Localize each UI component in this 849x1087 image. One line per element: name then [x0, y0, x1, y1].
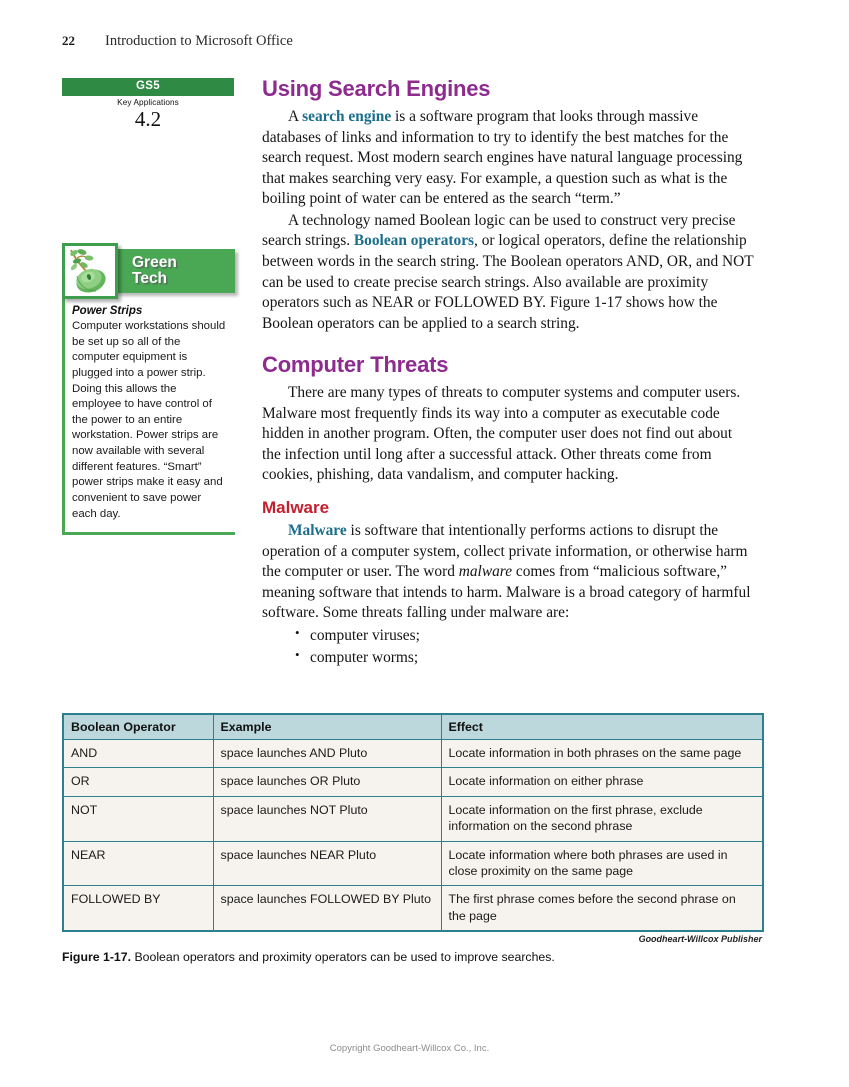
- table-header-row: [63, 714, 763, 740]
- para2-rest: , or logical operators, define the relationship between words in the search string. The Boolean operators AND, OR, and NOT can be used to create precise search strings. Also available are proximity operators such as NEAR or FOLLOWED BY. Figure 1-17 shows how the Boolean operators can be applied to a search string.: [262, 232, 754, 332]
- feature-banner-line1: Green: [132, 254, 177, 272]
- standards-badge: [62, 78, 234, 130]
- para1-lead: A: [288, 108, 303, 125]
- cell-operator: NEAR: [63, 841, 213, 886]
- paragraph-computer-threats: There are many types of threats to computer systems and computer users. Malware most frequently finds its way into a computer as executable code hidden in another program. Often, the computer user does not find out about the infection until long after a successful attack. Other threats come from cookies, phishing, data vandalism, and computer hacking.: [262, 384, 741, 484]
- cell-effect: Locate information on either phrase: [441, 768, 763, 796]
- para1-rest: is a software program that looks through massive databases of links and information to try to identify the best matches for the search request. Most modern search engines have natural language processing that makes searching very easy. For example, a question such as what is the boiling point of water can be entered as the search “term.”: [262, 108, 743, 208]
- feature-banner: [114, 249, 235, 293]
- malware-bullet-list: [262, 625, 754, 670]
- paragraph-malware: [262, 521, 754, 624]
- cell-example: space launches OR Pluto: [213, 768, 441, 796]
- standards-subtitle: Key Applications: [117, 98, 179, 108]
- paragraph-boolean: [262, 211, 754, 334]
- list-item: • computer worms;: [310, 647, 754, 669]
- column-header-effect: Effect: [441, 714, 763, 740]
- main-content: [262, 76, 754, 669]
- page-title: Using Search Engines: [262, 76, 491, 101]
- malware-part2: comes from “malicious software,” meaning software that intends to harm. Malware is a broad category of harmful software. Some threats falling under malware are:: [262, 563, 751, 622]
- column-header-operator: Boolean Operator: [63, 714, 213, 740]
- boolean-operators-table: [62, 713, 764, 932]
- green-mouse-plant-icon: [62, 243, 118, 299]
- cell-effect: Locate information where both phrases are used in close proximity on the same page: [441, 841, 763, 886]
- para2-lead: A technology named Boolean logic can be used to construct very precise search strings.: [262, 211, 736, 250]
- cell-example: space launches AND Pluto: [213, 740, 441, 768]
- green-tech-feature-box: [62, 243, 235, 535]
- table-row: [63, 886, 763, 931]
- figure-caption-text: Boolean operators and proximity operators can be used to improve searches.: [131, 950, 555, 964]
- running-head: [62, 33, 293, 50]
- cell-example: space launches NEAR Pluto: [213, 841, 441, 886]
- page-number: 22: [62, 33, 75, 48]
- cell-operator: AND: [63, 740, 213, 768]
- feature-header: [62, 243, 235, 301]
- figure-1-17: [62, 713, 762, 932]
- table-row: [63, 796, 763, 841]
- key-term-boolean-operators: Boolean operators: [353, 232, 475, 250]
- figure-caption: [62, 950, 762, 964]
- table-row: [63, 740, 763, 768]
- column-header-example: Example: [213, 714, 441, 740]
- cell-effect: Locate information on the first phrase, exclude information on the second phrase: [441, 796, 763, 841]
- cell-example: space launches NOT Pluto: [213, 796, 441, 841]
- copyright-notice: Copyright Goodheart-Willcox Co., Inc.: [329, 1043, 490, 1054]
- standards-code: GS5: [62, 78, 234, 96]
- standards-number: 4.2: [134, 107, 162, 132]
- table-row: [63, 768, 763, 796]
- figure-caption-label: Figure 1-17.: [62, 950, 132, 964]
- section-heading-malware: Malware: [262, 498, 330, 517]
- cell-operator: NOT: [63, 796, 213, 841]
- feature-subtitle: Power Strips: [72, 305, 143, 317]
- feature-text: Computer workstations should be set up so all of the computer equipment is plugged into a power strip. Doing this allows the employee to have control of the power to an entire workstation. Power strips are now available with several different features. “Smart” power strips make it easy and convenient to save power each day.: [72, 320, 226, 520]
- table-row: [63, 841, 763, 886]
- key-term-malware: Malware: [288, 522, 347, 539]
- cell-example: space launches FOLLOWED BY Pluto: [213, 886, 441, 931]
- feature-body: [62, 299, 235, 535]
- list-item: • computer viruses;: [310, 625, 754, 647]
- section-heading-computer-threats: Computer Threats: [262, 352, 449, 378]
- figure-credit: Goodheart-Willcox Publisher: [638, 934, 762, 944]
- key-term-search-engine: search engine: [302, 108, 392, 125]
- cell-operator: FOLLOWED BY: [63, 886, 213, 931]
- malware-part1: is software that intentionally performs actions to disrupt the operation of a computer system, collect private information, or otherwise harm the computer or user. The word: [262, 522, 748, 581]
- cell-effect: The first phrase comes before the second phrase on the page: [441, 886, 763, 931]
- malware-italic-word: malware: [458, 563, 513, 581]
- paragraph-search-engine: [262, 107, 754, 210]
- feature-banner-line2: Tech: [132, 270, 168, 287]
- running-head-title: Introduction to Microsoft Office: [105, 33, 293, 49]
- cell-effect: Locate information in both phrases on the same page: [441, 740, 763, 768]
- cell-operator: OR: [63, 768, 213, 796]
